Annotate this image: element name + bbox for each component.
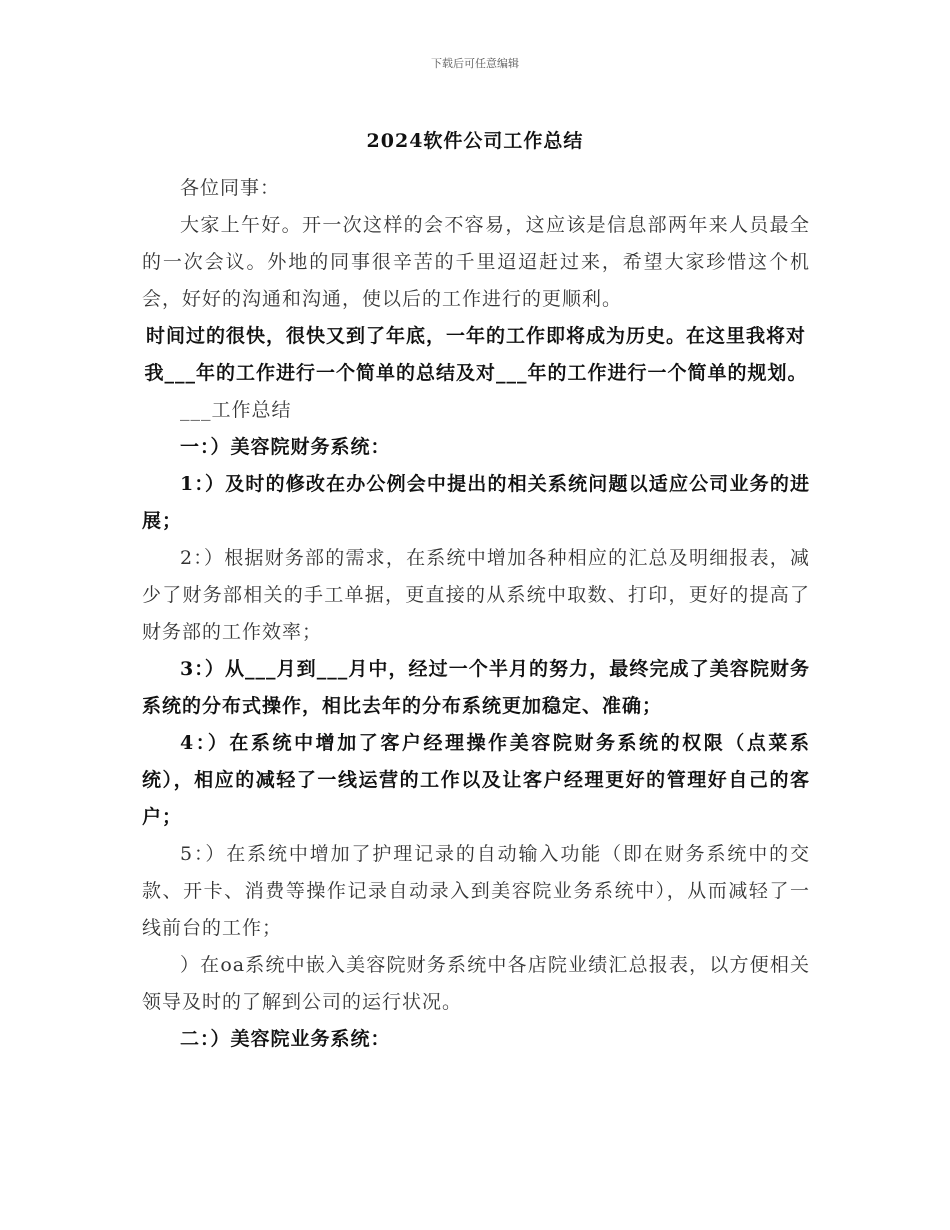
header-note: 下载后可任意编辑 [431,57,519,70]
document-body [142,170,810,1058]
list-item-2: 2：）根据财务部的需求，在系统中增加各种相应的汇总及明细报表，减少了财务部相关的手工单据，更直接的从系统中取数、打印，更好的提高了财务部的工作效率； [142,547,810,643]
opening-paragraph: 大家上午好。开一次这样的会不容易，这应该是信息部两年来人员最全的一次会议。外地的同事很辛苦的千里迢迢赶过来，希望大家珍惜这个机会，好好的沟通和沟通，使以后的工作进行的更顺利。 [142,214,810,310]
list-item-3: 3：）从___月到___月中，经过一个半月的努力，最终完成了美容院财务系统的分布式操作，相比去年的分布系统更加稳定、准确； [142,658,810,717]
section-1-heading: 一：）美容院财务系统： [180,436,391,458]
section-2-heading: 二：）美容院业务系统： [180,1028,391,1050]
list-item-5: 5：）在系统中增加了护理记录的自动输入功能（即在财务系统中的交款、开卡、消费等操作记录自动录入到美容院业务系统中），从而减轻了一线前台的工作； [142,843,810,939]
section-summary-heading: ___工作总结 [180,399,292,421]
intro-paragraph: 时间过的很快，很快又到了年底，一年的工作即将成为历史。在这里我将对我___年的工作进行一个简单的总结及对___年的工作进行一个简单的规划。 [144,325,808,384]
list-item-6: ）在oa系统中嵌入美容院财务系统中各店院业绩汇总报表，以方便相关领导及时的了解到公司的运行状况。 [142,954,810,1013]
document-title: 2024软件公司工作总结 [366,130,584,152]
list-item-1: 1：）及时的修改在办公例会中提出的相关系统问题以适应公司业务的进展； [142,473,810,532]
greeting-paragraph: 各位同事： [180,177,281,199]
list-item-4: 4：）在系统中增加了客户经理操作美容院财务系统的权限（点菜系统），相应的减轻了一线运营的工作以及让客户经理更好的管理好自己的客户； [142,732,810,828]
